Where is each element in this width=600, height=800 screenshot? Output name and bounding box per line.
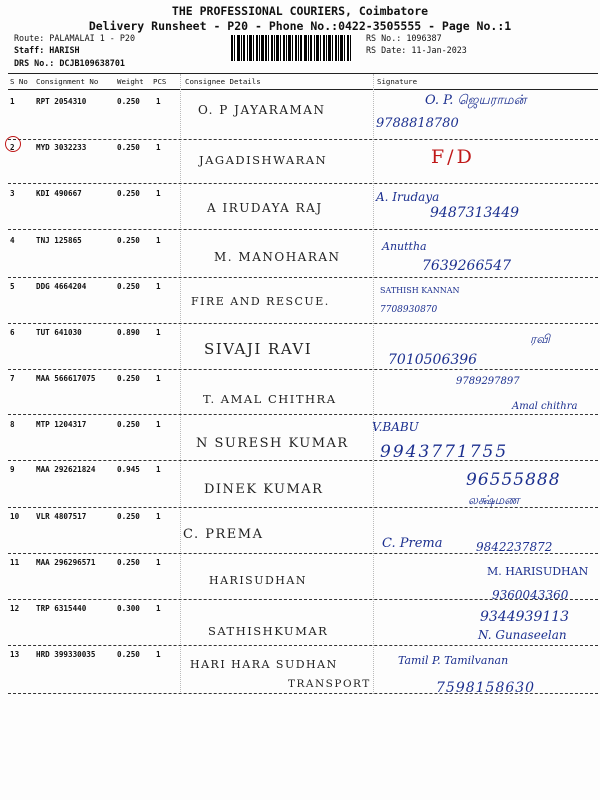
row-pcs: 1 <box>156 465 161 474</box>
row-consignee-line2: TRANSPORT <box>288 678 371 690</box>
row-phone: 7708930870 <box>380 305 438 315</box>
row-divider <box>8 277 598 278</box>
row-signature: ரவி <box>530 332 550 346</box>
row-consignee: DINEK KUMAR <box>204 482 324 497</box>
row-phone: 7639266547 <box>422 258 512 274</box>
row-consignment: MTP 1204317 <box>36 420 87 429</box>
row-weight: 0.250 <box>117 236 140 245</box>
header-rule-top <box>8 73 598 74</box>
row-divider <box>8 645 598 646</box>
row-signature: M. HARISUDHAN <box>487 565 589 578</box>
row-pcs: 1 <box>156 143 161 152</box>
row-weight: 0.250 <box>117 282 140 291</box>
row-signature: 9344939113 <box>480 609 570 625</box>
row-divider <box>8 414 598 415</box>
row-divider <box>8 599 598 600</box>
row-phone: 9943771755 <box>380 442 509 462</box>
row-signature: A. Irudaya <box>376 190 440 204</box>
row-divider <box>8 139 598 140</box>
row-phone: 9487313449 <box>430 205 520 221</box>
row-consignment: VLR 4807517 <box>36 512 87 521</box>
col-pcs: PCS <box>153 77 167 86</box>
row-divider <box>8 460 598 461</box>
row-sno: 10 <box>10 512 20 521</box>
row-signature: 96555888 <box>466 470 561 490</box>
row-sno: 2 <box>10 143 15 152</box>
col-consignee: Consignee Details <box>185 77 261 86</box>
row-consignee: FIRE AND RESCUE. <box>191 295 330 308</box>
row-consignment: MAA 296296571 <box>36 558 96 567</box>
row-pcs: 1 <box>156 558 161 567</box>
row-pcs: 1 <box>156 282 161 291</box>
row-signature: C. Prema <box>382 536 443 551</box>
row-weight: 0.250 <box>117 420 140 429</box>
row-name: N. Gunaseelan <box>478 628 567 642</box>
row-sno: 12 <box>10 604 20 613</box>
row-sno: 13 <box>10 650 20 659</box>
route-label: Route: PALAMALAI 1 - P20 <box>14 33 136 43</box>
row-consignee: SIVAJI RAVI <box>204 340 313 358</box>
row-divider <box>8 183 598 184</box>
runsheet-subtitle: Delivery Runsheet - P20 - Phone No.:0422-3505555 - Page No.:1 <box>88 19 512 33</box>
row-consignment: HRD 399330035 <box>36 650 96 659</box>
col-consignment: Consignment No <box>36 77 99 86</box>
row-signature: F/D <box>431 146 475 168</box>
row-consignment: RPT 2054310 <box>36 97 87 106</box>
barcode-image <box>230 34 352 62</box>
row-pcs: 1 <box>156 189 161 198</box>
row-weight: 0.250 <box>117 650 140 659</box>
row-consignment: KDI 490667 <box>36 189 82 198</box>
row-phone: 9788818780 <box>376 116 459 131</box>
row-pcs: 1 <box>156 420 161 429</box>
row-signature: V.BABU <box>372 420 419 434</box>
row-weight: 0.300 <box>117 604 140 613</box>
row-sno: 4 <box>10 236 15 245</box>
row-weight: 0.250 <box>117 97 140 106</box>
row-divider <box>8 323 598 324</box>
row-sno: 6 <box>10 328 15 337</box>
row-sno: 7 <box>10 374 15 383</box>
row-sno: 5 <box>10 282 15 291</box>
row-consignee: T. AMAL CHITHRA <box>203 392 337 406</box>
row-signature: O. P. ஜெயராமன் <box>425 93 527 108</box>
row-weight: 0.250 <box>117 374 140 383</box>
row-weight: 0.250 <box>117 189 140 198</box>
row-consignee: HARI HARA SUDHAN <box>190 658 338 671</box>
row-consignee: C. PREMA <box>183 527 264 542</box>
row-name: லக்ஷ்மண <box>468 493 520 507</box>
row-sno: 3 <box>10 189 15 198</box>
row-consignment: MYD 3032233 <box>36 143 87 152</box>
row-name: Amal chithra <box>512 401 578 412</box>
row-weight: 0.250 <box>117 143 140 152</box>
row-signature: Tamil P. Tamilvanan <box>398 654 509 667</box>
row-divider <box>8 507 598 508</box>
row-phone: 9360043360 <box>492 588 569 602</box>
row-sno: 11 <box>10 558 20 567</box>
row-sno: 9 <box>10 465 15 474</box>
row-sno: 1 <box>10 97 15 106</box>
row-consignment: MAA 566617075 <box>36 374 96 383</box>
row-divider <box>8 693 598 694</box>
row-pcs: 1 <box>156 328 161 337</box>
row-divider <box>8 229 598 230</box>
row-weight: 0.250 <box>117 512 140 521</box>
row-consignee: A IRUDAYA RAJ <box>207 201 323 215</box>
row-consignee: N SURESH KUMAR <box>196 436 349 451</box>
row-phone: 9842237872 <box>476 540 553 554</box>
company-title: THE PROFESSIONAL COURIERS, Coimbatore <box>171 4 429 18</box>
row-consignee: HARISUDHAN <box>209 574 307 587</box>
row-consignment: MAA 292621824 <box>36 465 96 474</box>
row-pcs: 1 <box>156 236 161 245</box>
column-divider <box>373 74 374 694</box>
row-signature: SATHISH KANNAN <box>380 286 460 295</box>
row-divider <box>8 553 598 554</box>
col-weight: Weight <box>117 77 144 86</box>
row-consignee: O. P JAYARAMAN <box>198 103 326 117</box>
drs-number: DRS No.: DCJB109638701 <box>14 58 125 68</box>
row-pcs: 1 <box>156 374 161 383</box>
row-signature: 9789297897 <box>456 376 520 387</box>
row-weight: 0.890 <box>117 328 140 337</box>
row-consignment: TNJ 125865 <box>36 236 82 245</box>
col-signature: Signature <box>377 77 418 86</box>
row-signature: Anuttha <box>382 240 427 253</box>
row-phone: 7598158630 <box>436 680 536 696</box>
rs-number: RS No.: 1096387 <box>366 33 442 43</box>
row-consignee: M. MANOHARAN <box>214 250 341 264</box>
column-divider <box>180 74 181 694</box>
row-consignee: SATHISHKUMAR <box>208 624 329 638</box>
col-sno: S No <box>10 77 28 86</box>
row-consignment: TRP 6315440 <box>36 604 87 613</box>
row-pcs: 1 <box>156 512 161 521</box>
row-pcs: 1 <box>156 604 161 613</box>
row-sno: 8 <box>10 420 15 429</box>
header-rule-bottom <box>8 89 598 90</box>
row-divider <box>8 369 598 370</box>
row-pcs: 1 <box>156 650 161 659</box>
row-weight: 0.945 <box>117 465 140 474</box>
row-consignment: TUT 641030 <box>36 328 82 337</box>
row-weight: 0.250 <box>117 558 140 567</box>
rs-date: RS Date: 11-Jan-2023 <box>366 45 467 55</box>
row-pcs: 1 <box>156 97 161 106</box>
row-consignee: JAGADISHWARAN <box>199 153 328 167</box>
row-consignment: DDG 4664204 <box>36 282 87 291</box>
staff-label: Staff: HARISH <box>14 45 80 55</box>
row-phone: 7010506396 <box>388 352 478 368</box>
